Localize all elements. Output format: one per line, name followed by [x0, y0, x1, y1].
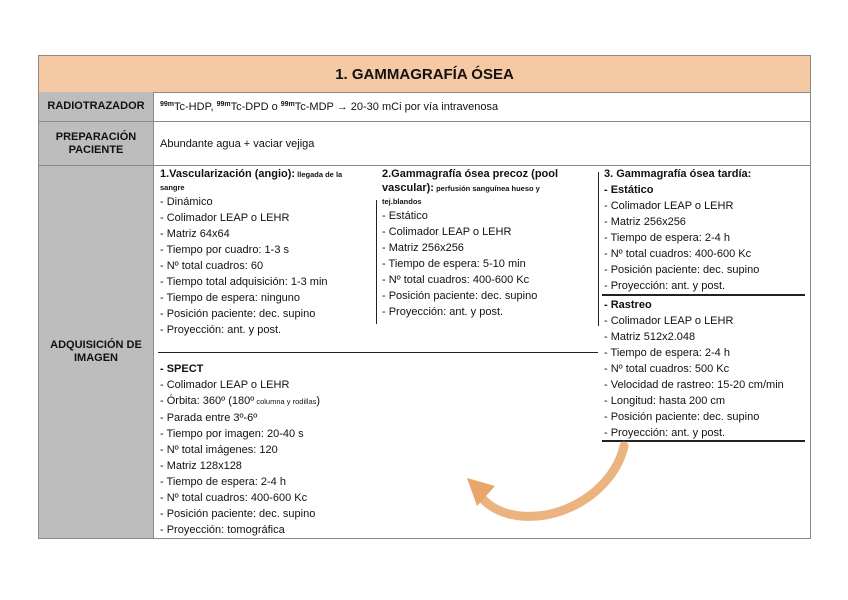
- radiotrazador-label: [39, 92, 154, 122]
- radiotrazador-label-text: RADIOTRAZADOR: [47, 100, 145, 112]
- spect-item: - Parada entre 3º-6º: [160, 412, 258, 424]
- spect-item: - Tiempo por imagen: 20-40 s: [160, 428, 304, 440]
- tracer-dpd: Tc-DPD o: [230, 100, 281, 113]
- estatico-item: - Tiempo de espera: 2-4 h: [604, 232, 730, 244]
- spect-divider: [158, 352, 598, 353]
- vascular-heading-note2: sangre: [160, 183, 185, 192]
- tardia-section: [604, 166, 784, 441]
- estatico-item: - Nº total cuadros: 400-600 Kc: [604, 248, 752, 260]
- spect-item: - Nº total imágenes: 120: [160, 444, 278, 456]
- precoz-heading-text2: vascular):: [382, 182, 434, 194]
- isotope-superscript: 99m: [160, 100, 175, 108]
- spect-orbita-text: - Órbita: 360º (180º: [160, 395, 255, 407]
- tracer-mdp-dose: Tc-MDP → 20-30 mCi por vía intravenosa: [294, 100, 499, 113]
- protocol-table: [38, 55, 811, 539]
- radiotrazador-value-text: [160, 101, 498, 113]
- estatico-rule: [602, 294, 805, 296]
- estatico-item: - Proyección: ant. y post.: [604, 280, 726, 292]
- precoz-heading-note2: tej.blandos: [382, 197, 422, 206]
- preparacion-value: [154, 122, 810, 166]
- vascular-item: - Dinámico: [160, 196, 213, 208]
- vascular-heading-note: llegada de la: [295, 170, 343, 179]
- rastreo-item: - Velocidad de rastreo: 15-20 cm/min: [604, 379, 784, 391]
- spect-heading: - SPECT: [160, 363, 204, 375]
- precoz-item: - Proyección: ant. y post.: [382, 306, 504, 318]
- adquisicion-label-line1: ADQUISICIÓN DE: [50, 339, 142, 351]
- vascular-item: - Tiempo por cuadro: 1-3 s: [160, 244, 290, 256]
- precoz-item: - Nº total cuadros: 400-600 Kc: [382, 274, 530, 286]
- vascular-item: - Posición paciente: dec. supino: [160, 308, 316, 320]
- rastreo-item: - Posición paciente: dec. supino: [604, 411, 760, 423]
- preparacion-value-text: Abundante agua + vaciar vejiga: [160, 137, 315, 150]
- precoz-item: - Tiempo de espera: 5-10 min: [382, 258, 526, 270]
- vascular-item: - Tiempo de espera: ninguno: [160, 292, 301, 304]
- spect-item: - Tiempo de espera: 2-4 h: [160, 476, 286, 488]
- vascular-item: - Matriz 64x64: [160, 228, 230, 240]
- vascular-heading-text: 1.Vascularización (angio):: [160, 168, 296, 180]
- rastreo-item: - Tiempo de espera: 2-4 h: [604, 347, 730, 359]
- arrow-shaft: [479, 446, 624, 516]
- isotope-superscript: 99m: [280, 100, 295, 108]
- spect-item: - Posición paciente: dec. supino: [160, 508, 316, 520]
- estatico-item: - Colimador LEAP o LEHR: [604, 200, 734, 212]
- vascular-heading: [160, 166, 342, 183]
- rastreo-item: - Colimador LEAP o LEHR: [604, 315, 734, 327]
- rastreo-item: - Proyección: ant. y post.: [604, 427, 726, 439]
- estatico-item: - Matriz 256x256: [604, 216, 686, 228]
- preparacion-label-text: [56, 131, 136, 157]
- estatico-heading: - Estático: [604, 184, 654, 196]
- vascular-item: - Proyección: ant. y post.: [160, 324, 282, 336]
- precoz-list: [382, 208, 558, 320]
- rastreo-item: - Matriz 512x2.048: [604, 331, 696, 343]
- preparacion-label: [39, 122, 154, 166]
- table-title: [39, 56, 810, 93]
- rastreo-heading: - Rastreo: [604, 299, 652, 311]
- precoz-item: - Matriz 256x256: [382, 242, 464, 254]
- isotope-superscript: 99m: [216, 100, 231, 108]
- spect-orbita-note: columna y rodillas: [254, 397, 317, 406]
- spect-orbita: [160, 393, 320, 410]
- precoz-item: - Colimador LEAP o LEHR: [382, 226, 512, 238]
- preparacion-label-line1: PREPARACIÓN: [55, 130, 137, 143]
- radiotrazador-value: [154, 92, 810, 122]
- preparacion-label-line2: PACIENTE: [68, 143, 124, 156]
- adquisicion-label-line2: IMAGEN: [74, 352, 118, 364]
- adquisicion-label-text: [50, 339, 142, 365]
- vascular-section: [160, 166, 342, 338]
- precoz-item: - Estático: [382, 210, 428, 222]
- precoz-heading: 2.Gammagrafía ósea precoz (pool: [382, 168, 559, 180]
- estatico-list: [604, 198, 784, 294]
- rastreo-item: - Nº total cuadros: 500 Kc: [604, 363, 730, 375]
- vascular-item: - Nº total cuadros: 60: [160, 260, 264, 272]
- spect-item: - Proyección: tomográfica: [160, 524, 285, 536]
- spect-item: - Nº total cuadros: 400-600 Kc: [160, 492, 308, 504]
- table-title-text: 1. GAMMAGRAFÍA ÓSEA: [335, 65, 514, 83]
- precoz-section: [382, 166, 558, 320]
- vascular-list: [160, 194, 342, 338]
- estatico-item: - Posición paciente: dec. supino: [604, 264, 760, 276]
- precoz-left-divider: [376, 200, 377, 324]
- precoz-item: - Posición paciente: dec. supino: [382, 290, 538, 302]
- tracer-hdp: Tc-HDP,: [174, 100, 217, 113]
- spect-section: [160, 361, 320, 538]
- vascular-item: - Colimador LEAP o LEHR: [160, 212, 290, 224]
- adquisicion-label: [39, 166, 154, 538]
- spect-item: - Colimador LEAP o LEHR: [160, 379, 290, 391]
- vascular-item: - Tiempo total adquisición: 1-3 min: [160, 276, 328, 288]
- precoz-right-divider: [598, 172, 599, 326]
- rastreo-item: - Longitud: hasta 200 cm: [604, 395, 726, 407]
- tardia-heading: 3. Gammagrafía ósea tardía:: [604, 168, 752, 180]
- precoz-heading-note: perfusión sanguínea hueso y: [433, 184, 540, 193]
- rastreo-list: [604, 313, 784, 441]
- spect-list: [160, 410, 320, 538]
- curved-arrow-icon: [439, 436, 639, 536]
- spect-orbita-end: ): [316, 395, 321, 407]
- spect-item: - Matriz 128x128: [160, 460, 242, 472]
